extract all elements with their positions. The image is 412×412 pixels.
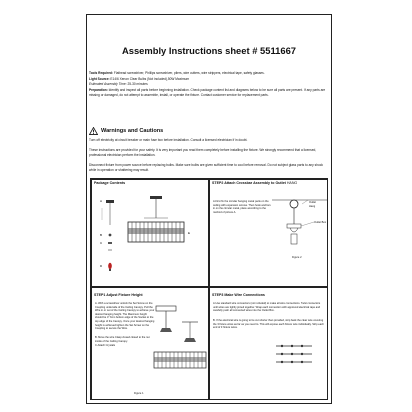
label-hang: Hang bbox=[309, 205, 316, 208]
header-info bbox=[89, 71, 329, 99]
step1-cell bbox=[91, 287, 209, 400]
figure-1-caption: Figure 1 bbox=[134, 392, 144, 395]
preparation-text: Identify and inspect all parts before beginning installation. Check package content list and diagrams below to be sure all parts are present. If any parts are missing or damaged, do not attempt to assemble, install, or operate the fixture. Contact customer service for replacement parts. bbox=[89, 88, 326, 98]
light-source bbox=[89, 77, 329, 82]
package-contents-cell bbox=[91, 179, 209, 287]
package-contents-heading: Package Contents bbox=[94, 181, 126, 185]
document-title: Assembly Instructions sheet # 5511667 bbox=[121, 45, 297, 56]
step3-cell bbox=[209, 287, 328, 400]
step3-text-a: A.Use standard wire connectors (not included) to make all wire connections. Twist connectors until wires are tightly joined together. Wrap each connection with approved electrical tape and carefully push all connected wires into the Outlet Box. bbox=[213, 302, 321, 313]
warnings-section bbox=[89, 127, 329, 178]
step1-text-c: C.Attach Crystals bbox=[95, 344, 116, 347]
label-outlet-box: Outlet Box bbox=[314, 221, 327, 224]
estimated-time-label: Estimated Assembly Time: bbox=[89, 82, 127, 87]
warning-paragraph-3: Disconnect fixture from power source before replacing bulbs. Make sure bulbs are given sufficient time to cool before removal. Do not subject glass parts to any shock while in operation or shattering may result. bbox=[89, 162, 323, 172]
step2-heading-text: STEP2 Attach Crossbar Assembly to Outlet bbox=[212, 181, 286, 185]
warning-paragraph-1: Turn off electricity at circuit breaker or main fuse box before installation. Consult a licensed electrician if in doubt. bbox=[89, 138, 248, 142]
step1-text-b: B. Move the wire Clasp closed closed to the nut inside of the Ceiling Canopy. bbox=[95, 336, 150, 343]
step2-heading-suffix: HANG bbox=[286, 181, 298, 185]
estimated-time-text: 25-30 minutes bbox=[126, 82, 148, 87]
warning-triangle-icon bbox=[89, 127, 98, 135]
label-e: E bbox=[188, 231, 191, 235]
step1-diagram bbox=[152, 302, 208, 386]
step3-heading: STEP3 Make Wire Connections bbox=[212, 293, 265, 297]
step2-text: A.First fix the circular hanging metal parts on the ceiling with expansion screws. Then hook anchors in on the circular metal, place according to the method of picture A. bbox=[213, 200, 271, 214]
step3-text-b: B. If the electrical wire is going to be cut shorter than provided, strip back the clear wire covering the 3 fixture wires as far as you need to. This will expose each fixture wire individually. Strip each end of 3 fixture wires. bbox=[213, 319, 324, 330]
label-b: B bbox=[100, 233, 103, 237]
warning-paragraph-2: These instructions are provided for your safety. It is very important you read them completely before installing the fixture. We strongly recommend that a licensed, professional electrician perform the installation. bbox=[89, 147, 317, 157]
tools-required bbox=[89, 71, 329, 76]
light-source-text: E14/6 Xenon Clear Bulbs (Not included),50W Maximum bbox=[109, 76, 190, 81]
tools-text: Flathead screwdriver, Phillips screwdriver, pliers, wire cutters, wire strippers, electrical tape, safety glasses. bbox=[113, 71, 265, 75]
preparation bbox=[89, 88, 329, 98]
step2-cell bbox=[209, 179, 328, 287]
label-d: D bbox=[100, 264, 103, 268]
light-source-label: Light Source: bbox=[89, 76, 110, 81]
label-a: A bbox=[100, 199, 103, 203]
step2-heading bbox=[210, 180, 327, 186]
step1-text-a: A. With a screwdriver unlock the Set Screw on the Coupling underside of the Ceiling Canopy. Pull the Wire in or out of the Ceiling Canopy to achieve your desired hanging height. The Maximum height should be 4" from bottom edge of the Socket to the top edge of the Canopy. Once your desired hanging height is achieved tighten the Set Screw on the Coupling to secure the Wire. bbox=[95, 302, 155, 331]
step1-heading: STEP1 Adjust Fixture Height bbox=[94, 293, 143, 297]
label-outlet: Outlet bbox=[309, 201, 316, 204]
tools-label: Tools Required: bbox=[89, 71, 114, 75]
preparation-label: Preparation: bbox=[89, 88, 108, 93]
figure-2-caption: Figure 2 bbox=[292, 256, 302, 259]
instruction-sheet bbox=[86, 14, 332, 404]
estimated-time bbox=[89, 82, 329, 87]
instruction-grid bbox=[90, 178, 328, 400]
warnings-heading bbox=[89, 127, 329, 135]
warnings-title: Warnings and Cautions bbox=[101, 127, 164, 134]
label-c: C bbox=[100, 241, 103, 245]
package-contents-diagram bbox=[94, 190, 208, 286]
step3-wire-diagram bbox=[272, 340, 326, 370]
